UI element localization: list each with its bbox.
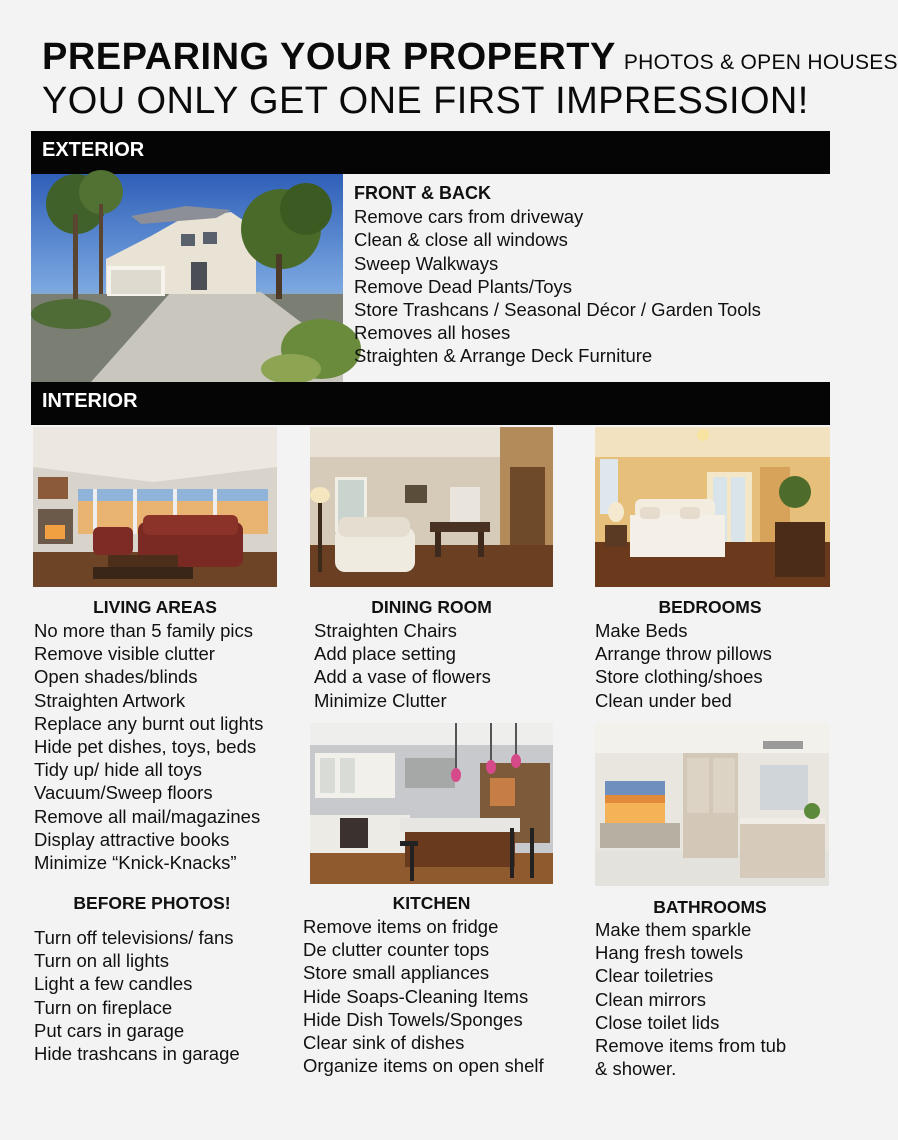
dining-room-checklist [314,619,491,712]
dining-item: Straighten Chairs [314,620,457,641]
bathroom-item: Close toilet lids [595,1011,720,1033]
dining-item: Add a vase of flowers [314,666,491,688]
bathrooms-heading: BATHROOMS [653,897,767,917]
interior-section-bar [31,382,830,425]
exterior-heading: FRONT & BACK [354,183,491,203]
exterior-item: Remove cars from driveway [354,206,584,228]
living-areas-heading: LIVING AREAS [93,597,217,617]
before-photos-heading: BEFORE PHOTOS! [73,893,231,913]
bedroom-item: Store clothing/shoes [595,666,763,688]
dining-room-heading: DINING ROOM [371,597,492,617]
before-photos-item: Light a few candles [34,973,193,995]
kitchen-photo [310,723,553,884]
exterior-bar-label: EXTERIOR [42,139,145,161]
exterior-checklist [354,182,761,368]
exterior-house-photo [31,174,343,382]
exterior-item: Store Trashcans / Seasonal Décor / Garden Tools [354,299,761,321]
kitchen-item: Organize items on open shelf [303,1055,544,1077]
before-photos-item: Hide trashcans in garage [34,1043,240,1065]
bedroom-item: Make Beds [595,620,688,641]
exterior-item: Remove Dead Plants/Toys [354,275,572,297]
page-tagline: YOU ONLY GET ONE FIRST IMPRESSION! [42,80,809,122]
living-item: Open shades/blinds [34,666,198,688]
kitchen-item: Clear sink of dishes [303,1032,465,1054]
exterior-section-bar [31,131,830,174]
bathroom-item: Remove items from tub [595,1035,787,1057]
dining-room-photo [310,427,553,587]
living-item: Vacuum/Sweep floors [34,782,213,804]
kitchen-heading: KITCHEN [392,893,471,913]
bedrooms-checklist [595,619,772,712]
kitchen-item: Store small appliances [303,962,490,984]
kitchen-item: Hide Dish Towels/Sponges [303,1008,523,1030]
bathroom-item: Hang fresh towels [595,942,744,964]
living-item: Hide pet dishes, toys, beds [34,736,257,758]
living-item: Replace any burnt out lights [34,712,264,734]
bedroom-item: Clean under bed [595,689,732,711]
living-room-photo [33,427,277,587]
interior-bar-label: INTERIOR [42,390,138,412]
living-item: Minimize “Knick-Knacks” [34,852,237,874]
dining-item: Add place setting [314,643,456,665]
bedrooms-heading: BEDROOMS [658,597,762,617]
living-item: Tidy up/ hide all toys [34,759,202,781]
bathroom-item: Clean mirrors [595,988,707,1010]
before-photos-item: Turn off televisions/ fans [34,927,234,948]
living-item: Remove visible clutter [34,643,215,665]
exterior-item: Removes all hoses [354,322,511,344]
dining-item: Minimize Clutter [314,689,447,711]
before-photos-item: Put cars in garage [34,1019,185,1041]
kitchen-item: Hide Soaps-Cleaning Items [303,985,529,1007]
title-subtitle: PHOTOS & OPEN HOUSES [623,51,898,74]
living-item: No more than 5 family pics [34,620,254,641]
exterior-item: Clean & close all windows [354,229,568,251]
bathroom-item: Clear toiletries [595,965,714,987]
before-photos-item: Turn on fireplace [34,996,173,1018]
bathroom-item: Make them sparkle [595,919,752,940]
living-item: Straighten Artwork [34,689,186,711]
bathroom-item: & shower. [595,1058,677,1080]
before-photos-item: Turn on all lights [34,950,170,972]
living-areas-checklist [34,619,263,874]
before-photos-checklist [34,926,240,1065]
bathroom-photo [595,723,829,886]
exterior-item: Straighten & Arrange Deck Furniture [354,345,653,367]
title-main: PREPARING YOUR PROPERTY [42,36,616,78]
kitchen-checklist [303,915,544,1077]
kitchen-item: De clutter counter tops [303,939,490,961]
bedroom-photo [595,427,830,587]
kitchen-item: Remove items on fridge [303,916,499,937]
bathrooms-checklist [595,918,786,1080]
living-item: Display attractive books [34,828,230,850]
exterior-item: Sweep Walkways [354,252,499,274]
living-item: Remove all mail/magazines [34,805,261,827]
page-title [42,36,898,79]
bedroom-item: Arrange throw pillows [595,643,772,665]
